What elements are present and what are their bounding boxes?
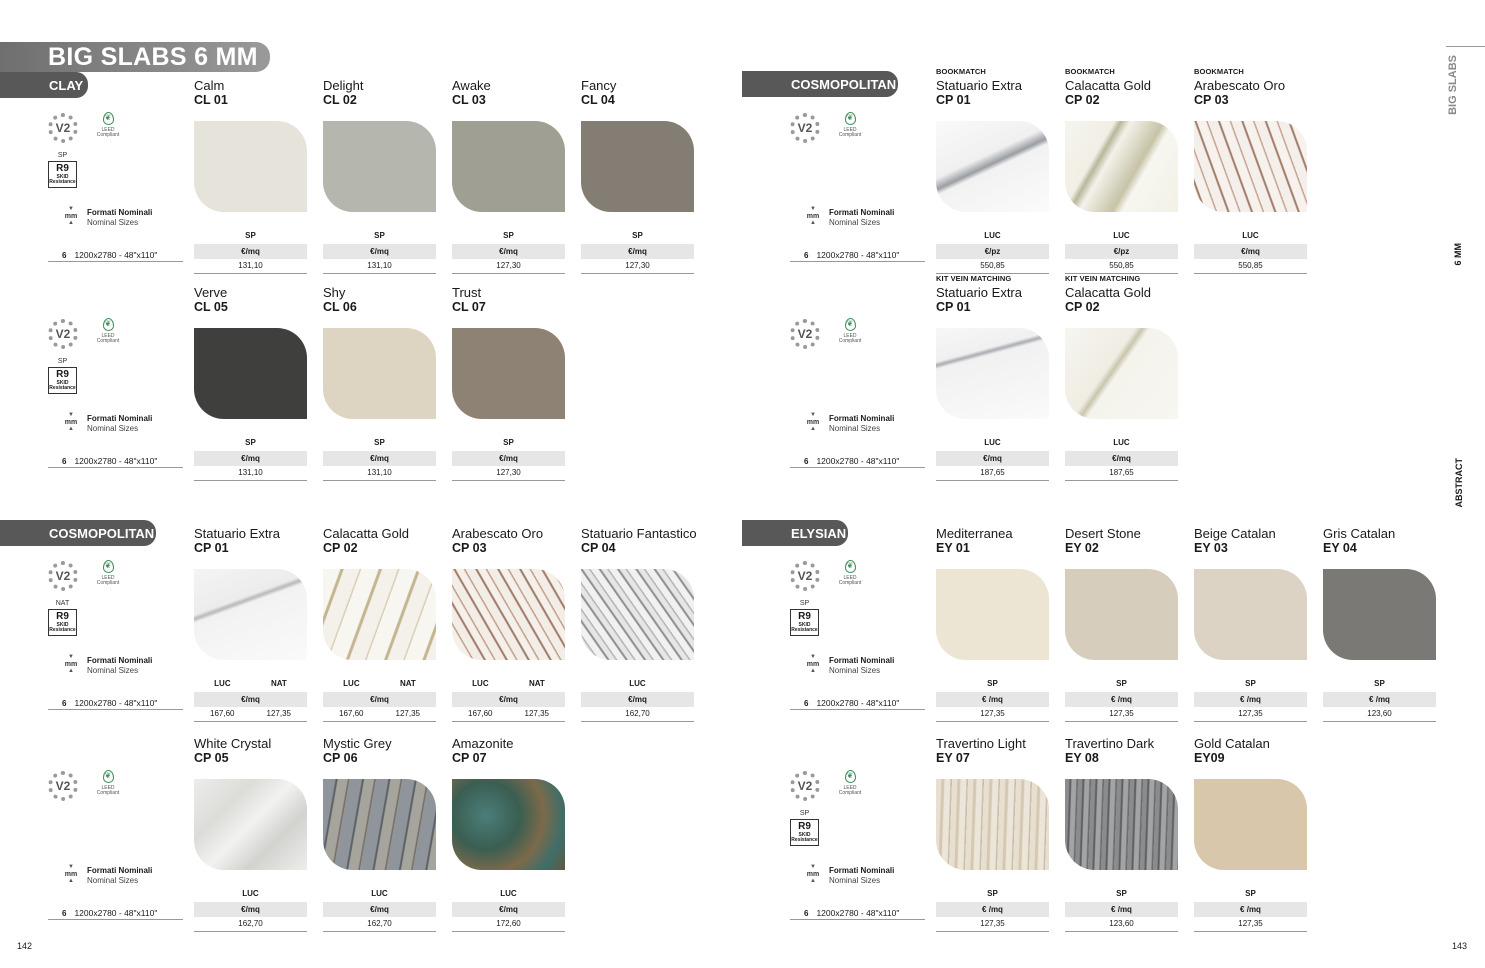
page-number-right: 143 xyxy=(1452,941,1468,951)
product-name: Delight xyxy=(323,78,364,93)
product-code: CP 01 xyxy=(936,300,971,314)
product-delight xyxy=(323,78,437,270)
product-name: Calacatta Gold xyxy=(1065,285,1151,300)
price-unit: € /mq xyxy=(1323,692,1436,707)
mm-icon: ▼ mm ▲ xyxy=(806,206,820,226)
product-kicker: BOOKMATCH xyxy=(936,67,986,76)
leed-icon: ❦ LEED Compliant xyxy=(838,113,862,138)
price-unit: €/mq xyxy=(323,692,436,707)
price-unit: €/mq xyxy=(452,451,565,466)
price-unit: €/mq xyxy=(323,902,436,917)
product-calacatta-gold-kit xyxy=(1065,274,1179,477)
swatch-shy xyxy=(323,328,436,419)
product-name: Calacatta Gold xyxy=(323,526,409,541)
size-row: 6 1200x2780 - 48"x110" xyxy=(790,697,925,710)
product-code: EY 02 xyxy=(1065,541,1099,555)
price-unit: € /mq xyxy=(1194,692,1307,707)
product-white-crystal xyxy=(194,736,308,928)
price-unit: €/mq xyxy=(194,902,307,917)
price-unit: € /mq xyxy=(936,902,1049,917)
product-gold-catalan xyxy=(1194,736,1308,928)
v2-icon: V2 xyxy=(790,319,820,349)
finish-label: SP xyxy=(374,231,385,240)
finish-label: SP xyxy=(987,679,998,688)
finish-label: SP xyxy=(1245,889,1256,898)
leed-icon: ❦ LEED Compliant xyxy=(96,561,120,586)
price-unit: € /mq xyxy=(1065,902,1178,917)
price-value: 131,10 xyxy=(323,261,436,274)
price-unit: €/mq xyxy=(1065,451,1178,466)
mm-icon: ▼ mm ▲ xyxy=(64,412,78,432)
product-travertino-light xyxy=(936,736,1050,928)
price-value: 127,30 xyxy=(581,261,694,274)
price-value: 187,65 xyxy=(1065,468,1178,481)
r9-skid-badge: NAT R9 SKID Resistance xyxy=(48,600,77,636)
price-value: 550,85 xyxy=(1065,261,1178,274)
product-code: CL 05 xyxy=(194,300,228,314)
product-name: Statuario Extra xyxy=(194,526,280,541)
finish-label: SP xyxy=(1116,679,1127,688)
product-desert-stone xyxy=(1065,526,1179,718)
product-code: CP 05 xyxy=(194,751,229,765)
price-value: 127,35 xyxy=(936,709,1049,722)
swatch-delight xyxy=(323,121,436,212)
product-name: Travertino Light xyxy=(936,736,1026,751)
swatch-calacatta-gold xyxy=(323,569,436,660)
v2-icon: V2 xyxy=(48,113,78,143)
product-code: EY 01 xyxy=(936,541,970,555)
product-name: Shy xyxy=(323,285,346,300)
size-row: 6 1200x2780 - 48"x110" xyxy=(48,907,183,920)
side-label-big-slabs: BIG SLABS xyxy=(1447,55,1459,115)
swatch-calacatta-gold xyxy=(1065,328,1178,419)
price-unit: €/mq xyxy=(323,451,436,466)
price-unit: €/mq xyxy=(581,244,694,259)
section-tag-clay: CLAY xyxy=(0,72,88,98)
finish-label: SP xyxy=(245,438,256,447)
section-tag-cosmopolitan: COSMOPOLITAN xyxy=(742,71,898,97)
price-value: 162,70 xyxy=(323,919,436,932)
value: 167,60 xyxy=(468,709,493,718)
swatch-fancy xyxy=(581,121,694,212)
price-value xyxy=(323,709,436,722)
swatch-desert-stone xyxy=(1065,569,1178,660)
v2-icon: V2 xyxy=(48,771,78,801)
product-name: Statuario Fantastico xyxy=(581,526,697,541)
product-code: CP 02 xyxy=(1065,93,1100,107)
product-gris-catalan xyxy=(1323,526,1437,718)
price-value: 162,70 xyxy=(194,919,307,932)
product-name: Statuario Extra xyxy=(936,78,1022,93)
product-fancy xyxy=(581,78,695,270)
finish-label: SP xyxy=(503,438,514,447)
price-value: 187,65 xyxy=(936,468,1049,481)
product-mystic-grey xyxy=(323,736,437,928)
product-amazonite xyxy=(452,736,566,928)
product-code: CP 02 xyxy=(323,541,358,555)
product-kicker: KIT VEIN MATCHING xyxy=(936,274,1012,283)
product-kicker: BOOKMATCH xyxy=(1194,67,1244,76)
finish-label: LUC xyxy=(1113,231,1130,240)
swatch-statuario-extra xyxy=(936,328,1049,419)
product-name: Statuario Extra xyxy=(936,285,1022,300)
product-code: EY 08 xyxy=(1065,751,1099,765)
product-name: Mediterranea xyxy=(936,526,1013,541)
finish-label: SP xyxy=(503,231,514,240)
nominal-sizes-label: Formati Nominali Nominal Sizes xyxy=(829,866,895,885)
finish-label xyxy=(323,679,436,688)
product-name: Calacatta Gold xyxy=(1065,78,1151,93)
price-value: 131,10 xyxy=(323,468,436,481)
product-name: Arabescato Oro xyxy=(1194,78,1286,93)
product-code: CP 01 xyxy=(194,541,229,555)
product-code: EY09 xyxy=(1194,751,1225,765)
price-unit: € /mq xyxy=(936,692,1049,707)
size-row: 6 1200x2780 - 48"x110" xyxy=(790,455,925,468)
product-name: Mystic Grey xyxy=(323,736,392,751)
size-row: 6 1200x2780 - 48"x110" xyxy=(48,697,183,710)
r9-skid-badge: SP R9 SKID Resistance xyxy=(790,810,819,846)
price-value: 127,35 xyxy=(1194,919,1307,932)
product-code: CP 01 xyxy=(936,93,971,107)
product-code: CL 02 xyxy=(323,93,357,107)
product-code: CP 02 xyxy=(1065,300,1100,314)
mm-icon: ▼ mm ▲ xyxy=(64,864,78,884)
price-value: 123,60 xyxy=(1065,919,1178,932)
product-code: CL 03 xyxy=(452,93,486,107)
swatch-verve xyxy=(194,328,307,419)
product-calacatta-gold xyxy=(323,526,437,718)
product-calm xyxy=(194,78,308,270)
finish-label: LUC xyxy=(500,889,517,898)
section-tag-elysian: ELYSIAN xyxy=(742,520,848,546)
value: 167,60 xyxy=(210,709,235,718)
price-unit: €/mq xyxy=(323,244,436,259)
finish-label: SP xyxy=(1374,679,1385,688)
leed-icon: ❦ LEED Compliant xyxy=(96,113,120,138)
finish-label: LUC xyxy=(242,889,259,898)
value: LUC xyxy=(472,679,489,688)
finish-label: LUC xyxy=(629,679,646,688)
nominal-sizes-label: Formati Nominali Nominal Sizes xyxy=(87,208,153,227)
finish-label: LUC xyxy=(1113,438,1130,447)
price-unit: €/mq xyxy=(1194,244,1307,259)
product-mediterranea xyxy=(936,526,1050,718)
product-kicker: BOOKMATCH xyxy=(1065,67,1115,76)
price-unit: € /mq xyxy=(1194,902,1307,917)
product-name: Desert Stone xyxy=(1065,526,1141,541)
swatch-arabescato-oro xyxy=(1194,121,1307,212)
product-name: Gold Catalan xyxy=(1194,736,1270,751)
product-awake xyxy=(452,78,566,270)
price-unit: €/mq xyxy=(936,451,1049,466)
page-title-banner xyxy=(0,42,270,72)
price-value: 162,70 xyxy=(581,709,694,722)
swatch-awake xyxy=(452,121,565,212)
product-name: Gris Catalan xyxy=(1323,526,1396,541)
price-unit: €/pz xyxy=(936,244,1049,259)
size-row: 6 1200x2780 - 48"x110" xyxy=(48,249,183,262)
price-value: 127,35 xyxy=(1065,709,1178,722)
r9-skid-badge: SP R9 SKID Resistance xyxy=(790,600,819,636)
product-code: EY 07 xyxy=(936,751,970,765)
swatch-trust xyxy=(452,328,565,419)
size-row: 6 1200x2780 - 48"x110" xyxy=(48,455,183,468)
product-code: CP 03 xyxy=(1194,93,1229,107)
price-value: 131,10 xyxy=(194,468,307,481)
finish-label: SP xyxy=(245,231,256,240)
nominal-sizes-label: Formati Nominali Nominal Sizes xyxy=(829,414,895,433)
swatch-travertino-dark xyxy=(1065,779,1178,870)
swatch-arabescato-oro xyxy=(452,569,565,660)
value: LUC xyxy=(214,679,231,688)
product-code: EY 04 xyxy=(1323,541,1357,555)
value: NAT xyxy=(270,679,287,688)
price-value: 127,35 xyxy=(1194,709,1307,722)
price-unit: €/mq xyxy=(194,692,307,707)
finish-label: SP xyxy=(632,231,643,240)
product-name: Amazonite xyxy=(452,736,514,751)
product-calacatta-gold-bookmatch xyxy=(1065,67,1179,270)
product-travertino-dark xyxy=(1065,736,1179,928)
price-value: 131,10 xyxy=(194,261,307,274)
page-title: BIG SLABS 6 MM xyxy=(48,43,258,71)
product-name: Calm xyxy=(194,78,225,93)
price-unit: €/mq xyxy=(194,244,307,259)
leed-icon: ❦ LEED Compliant xyxy=(838,771,862,796)
product-statuario-fantastico xyxy=(581,526,697,718)
v2-icon: V2 xyxy=(790,771,820,801)
mm-icon: ▼ mm ▲ xyxy=(64,206,78,226)
mm-icon: ▼ mm ▲ xyxy=(806,864,820,884)
finish-label: SP xyxy=(987,889,998,898)
price-value: 127,35 xyxy=(936,919,1049,932)
price-unit: €/mq xyxy=(452,902,565,917)
price-value xyxy=(452,709,565,722)
finish-label: LUC xyxy=(984,438,1001,447)
product-name: White Crystal xyxy=(194,736,272,751)
product-code: CL 06 xyxy=(323,300,357,314)
nominal-sizes-label: Formati Nominali Nominal Sizes xyxy=(87,866,153,885)
value: 167,60 xyxy=(339,709,364,718)
product-name: Awake xyxy=(452,78,491,93)
price-unit: €/pz xyxy=(1065,244,1178,259)
value: NAT xyxy=(399,679,416,688)
nominal-sizes-label: Formati Nominali Nominal Sizes xyxy=(829,656,895,675)
side-label-6mm: 6 MM xyxy=(1453,243,1463,266)
price-value: 123,60 xyxy=(1323,709,1436,722)
r9-skid-badge: SP R9 SKID Resistance xyxy=(48,152,77,188)
size-row: 6 1200x2780 - 48"x110" xyxy=(790,907,925,920)
v2-icon: V2 xyxy=(790,113,820,143)
product-code: CP 07 xyxy=(452,751,487,765)
price-value: 550,85 xyxy=(1194,261,1307,274)
leed-icon: ❦ LEED Compliant xyxy=(838,561,862,586)
mm-icon: ▼ mm ▲ xyxy=(806,654,820,674)
product-beige-catalan xyxy=(1194,526,1308,718)
price-value: 550,85 xyxy=(936,261,1049,274)
product-verve xyxy=(194,285,308,477)
product-code: CL 07 xyxy=(452,300,486,314)
product-name: Verve xyxy=(194,285,228,300)
price-value: 127,30 xyxy=(452,261,565,274)
price-unit: €/mq xyxy=(452,244,565,259)
product-arabescato-oro xyxy=(452,526,566,718)
value: LUC xyxy=(343,679,360,688)
swatch-gris-catalan xyxy=(1323,569,1436,660)
product-code: CL 01 xyxy=(194,93,228,107)
value: 127,35 xyxy=(524,709,549,718)
product-name: Beige Catalan xyxy=(1194,526,1276,541)
product-code: CL 04 xyxy=(581,93,615,107)
leed-icon: ❦ LEED Compliant xyxy=(96,771,120,796)
price-unit: € /mq xyxy=(1065,692,1178,707)
product-statuario-extra-bookmatch xyxy=(936,67,1050,270)
swatch-statuario-extra xyxy=(194,569,307,660)
product-statuario-extra xyxy=(194,526,308,718)
mm-icon: ▼ mm ▲ xyxy=(806,412,820,432)
v2-icon: V2 xyxy=(48,561,78,591)
section-tag-cosmopolitan: COSMOPOLITAN xyxy=(0,520,156,546)
swatch-gold-catalan xyxy=(1194,779,1307,870)
finish-label: LUC xyxy=(371,889,388,898)
nominal-sizes-label: Formati Nominali Nominal Sizes xyxy=(87,656,153,675)
finish-label: LUC xyxy=(1242,231,1259,240)
side-label-abstract: ABSTRACT xyxy=(1454,458,1464,508)
swatch-amazonite xyxy=(452,779,565,870)
value: NAT xyxy=(528,679,545,688)
product-shy xyxy=(323,285,437,477)
product-arabescato-oro-bookmatch xyxy=(1194,67,1308,270)
swatch-statuario-extra xyxy=(936,121,1049,212)
finish-label: LUC xyxy=(984,231,1001,240)
product-name: Fancy xyxy=(581,78,617,93)
price-unit: €/mq xyxy=(452,692,565,707)
side-divider xyxy=(1446,46,1485,47)
swatch-calacatta-gold xyxy=(1065,121,1178,212)
nominal-sizes-label: Formati Nominali Nominal Sizes xyxy=(87,414,153,433)
finish-label: SP xyxy=(1245,679,1256,688)
leed-icon: ❦ LEED Compliant xyxy=(838,319,862,344)
product-kicker: KIT VEIN MATCHING xyxy=(1065,274,1141,283)
product-code: CP 03 xyxy=(452,541,487,555)
product-trust xyxy=(452,285,566,477)
v2-icon: V2 xyxy=(48,319,78,349)
swatch-calm xyxy=(194,121,307,212)
r9-skid-badge: SP R9 SKID Resistance xyxy=(48,358,77,394)
size-row: 6 1200x2780 - 48"x110" xyxy=(790,249,925,262)
nominal-sizes-label: Formati Nominali Nominal Sizes xyxy=(829,208,895,227)
swatch-statuario-fantastico xyxy=(581,569,694,660)
swatch-white-crystal xyxy=(194,779,307,870)
finish-label: SP xyxy=(1116,889,1127,898)
price-unit: €/mq xyxy=(581,692,694,707)
swatch-travertino-light xyxy=(936,779,1049,870)
price-value: 172,60 xyxy=(452,919,565,932)
product-name: Arabescato Oro xyxy=(452,526,544,541)
price-value xyxy=(194,709,307,722)
value: 127,35 xyxy=(266,709,291,718)
page-number-left: 142 xyxy=(17,941,33,951)
product-statuario-extra-kit xyxy=(936,274,1050,477)
mm-icon: ▼ mm ▲ xyxy=(64,654,78,674)
finish-label xyxy=(452,679,565,688)
price-unit: €/mq xyxy=(194,451,307,466)
product-code: CP 04 xyxy=(581,541,616,555)
price-value: 127,30 xyxy=(452,468,565,481)
value: 127,35 xyxy=(395,709,420,718)
v2-icon: V2 xyxy=(790,561,820,591)
swatch-beige-catalan xyxy=(1194,569,1307,660)
swatch-mediterranea xyxy=(936,569,1049,660)
product-name: Travertino Dark xyxy=(1065,736,1155,751)
finish-label xyxy=(194,679,307,688)
swatch-mystic-grey xyxy=(323,779,436,870)
product-name: Trust xyxy=(452,285,482,300)
product-code: EY 03 xyxy=(1194,541,1228,555)
leed-icon: ❦ LEED Compliant xyxy=(96,319,120,344)
product-code: CP 06 xyxy=(323,751,358,765)
finish-label: SP xyxy=(374,438,385,447)
